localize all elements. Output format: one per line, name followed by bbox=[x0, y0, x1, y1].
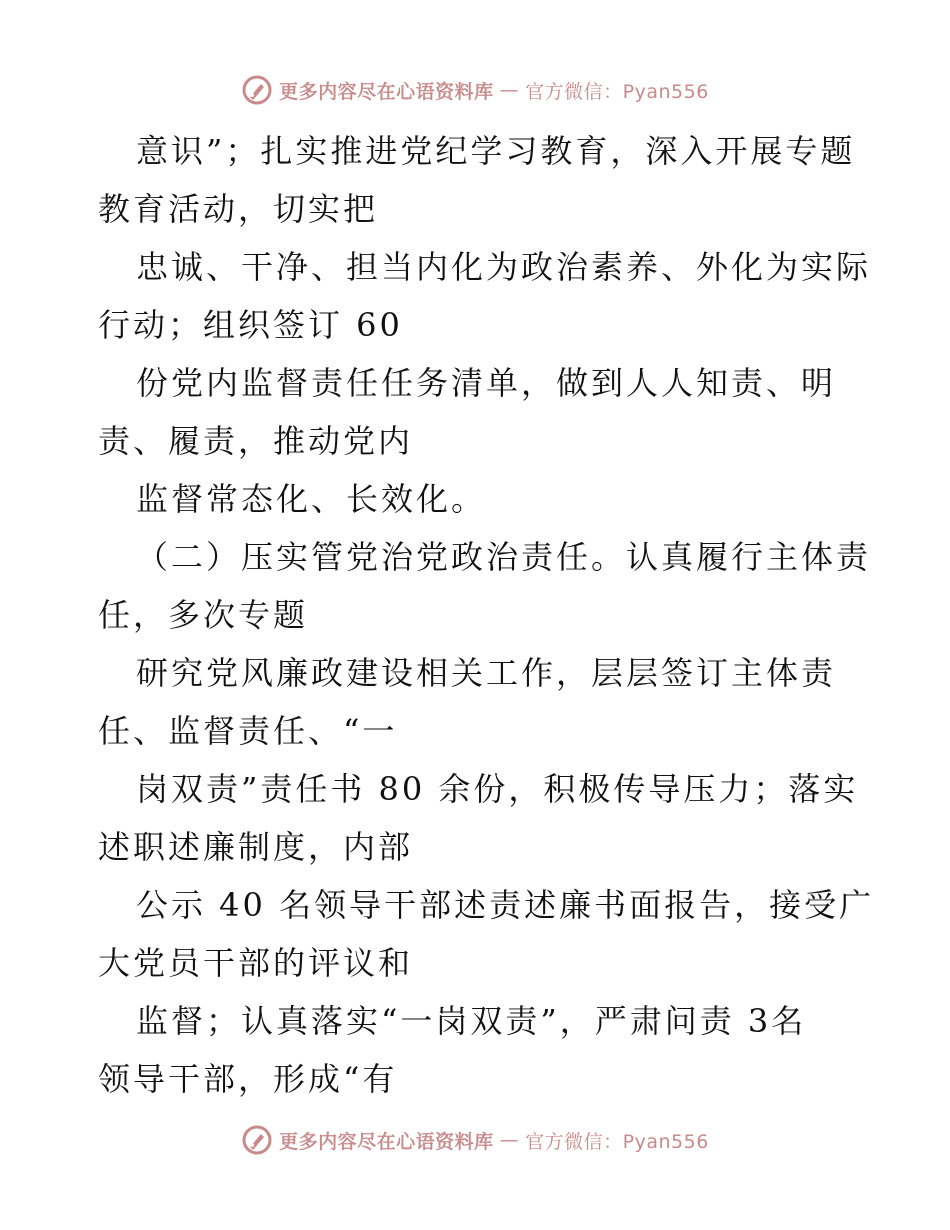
footer-banner-content bbox=[241, 1124, 709, 1156]
text-line: 任，多次专题 bbox=[98, 596, 309, 634]
text-line: 任、监督责任、“一 bbox=[98, 712, 398, 750]
text-line: 研究党风廉政建设相关工作，层层签订主体责 bbox=[136, 654, 837, 692]
text-line: 监督常态化、长效化。 bbox=[136, 480, 487, 518]
footer-banner bbox=[0, 1120, 950, 1160]
text-line: 公示 40 名领导干部述责述廉书面报告，接受广 bbox=[136, 886, 875, 924]
text-line: 述职述廉制度，内部 bbox=[98, 828, 414, 866]
text-line: 意识”；扎实推进党纪学习教育，深入开展专题 bbox=[136, 132, 856, 170]
header-banner bbox=[0, 70, 950, 110]
banner-separator: — bbox=[499, 1129, 520, 1151]
text-line: 忠诚、干净、担当内化为政治素养、外化为实际 bbox=[136, 248, 872, 286]
text-line: 行动；组织签订 60 bbox=[98, 306, 403, 344]
header-banner-content bbox=[241, 74, 709, 106]
pen-nib-logo-icon bbox=[241, 74, 273, 106]
text-line: 责、履责，推动党内 bbox=[98, 422, 414, 460]
banner-title: 更多内容尽在心语资料库 bbox=[279, 80, 494, 103]
text-line: 岗双责”责任书 80 余份，积极传导压力；落实 bbox=[136, 770, 859, 808]
text-line: 大党员干部的评议和 bbox=[98, 944, 414, 982]
banner-wechat: 官方微信：Pyan556 bbox=[525, 80, 709, 103]
text-line: （二）压实管党治党政治责任。认真履行主体责 bbox=[136, 538, 872, 576]
document-body bbox=[98, 122, 875, 1108]
banner-wechat: 官方微信：Pyan556 bbox=[525, 1130, 709, 1153]
text-line: 监督；认真落实“一岗双责”，严肃问责 3名 bbox=[136, 1002, 807, 1040]
banner-title: 更多内容尽在心语资料库 bbox=[279, 1130, 494, 1153]
pen-nib-logo-icon bbox=[241, 1124, 273, 1156]
text-line: 份党内监督责任任务清单，做到人人知责、明 bbox=[136, 364, 837, 402]
banner-separator: — bbox=[499, 79, 520, 101]
text-line: 教育活动，切实把 bbox=[98, 190, 379, 228]
text-line: 领导干部，形成“有 bbox=[98, 1060, 398, 1098]
